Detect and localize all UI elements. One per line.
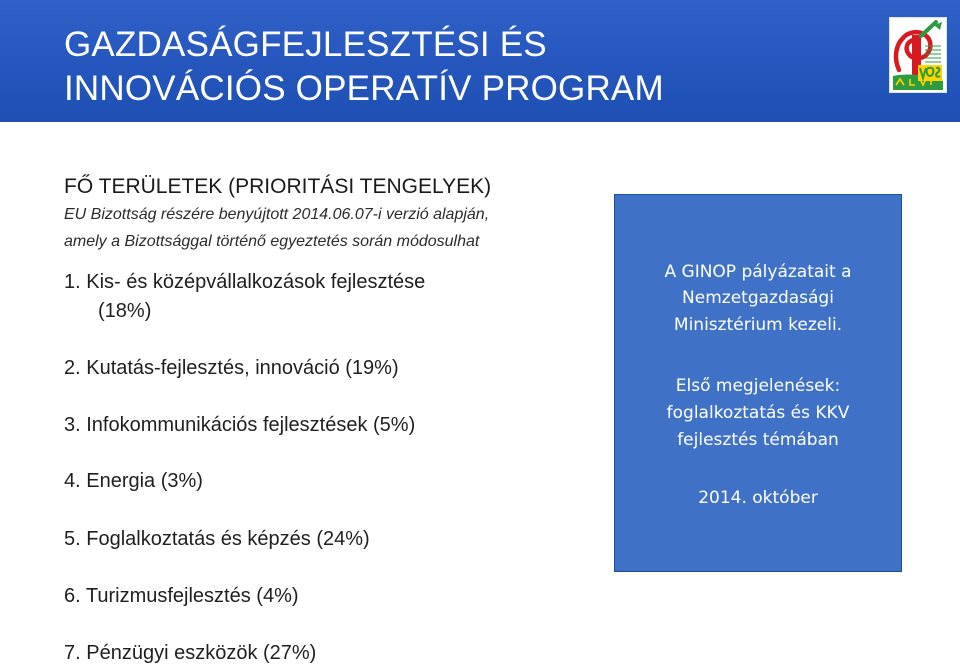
- release-date: 2014. október: [698, 488, 818, 508]
- priority-item-4: 4. Energia (3%): [64, 470, 203, 492]
- priority-item-1-line-1: 1. Kis- és középvállalkozások fejlesztése: [64, 271, 426, 293]
- priority-item-6: 6. Turizmusfejlesztés (4%): [64, 585, 299, 607]
- source-note-line-2: amely a Bizottsággal történő egyeztetés során módosulhat: [64, 233, 480, 250]
- first-releases-line-2: foglalkoztatás és KKV: [666, 403, 850, 423]
- priority-item-5: 5. Foglalkoztatás és képzés (24%): [64, 528, 370, 550]
- priority-item-3: 3. Infokommunikációs fejlesztések (5%): [64, 414, 416, 436]
- priority-item-1-line-2: (18%): [98, 300, 152, 322]
- first-releases-line-3: fejlesztés témában: [677, 430, 839, 450]
- organization-logo: [890, 18, 946, 92]
- source-note-line-1: EU Bizottság részére benyújtott 2014.06.07-i verzió alapján,: [64, 206, 490, 223]
- page-title-line-1: GAZDASÁGFEJLESZTÉSI ÉS: [64, 25, 547, 64]
- page-title-line-2: INNOVÁCIÓS OPERATÍV PROGRAM: [64, 69, 664, 108]
- ginop-info-line-3: Minisztérium kezeli.: [673, 315, 843, 335]
- priority-item-2: 2. Kutatás-fejlesztés, innováció (19%): [64, 357, 399, 379]
- ginop-info-line-2: Nemzetgazdasági: [682, 288, 834, 308]
- title-banner: [0, 0, 960, 122]
- priority-item-7: 7. Pénzügyi eszközök (27%): [64, 642, 317, 664]
- ginop-info-box: [614, 194, 902, 572]
- ginop-info-line-1: A GINOP pályázatait a: [664, 262, 852, 282]
- section-title: FŐ TERÜLETEK (PRIORITÁSI TENGELYEK): [64, 175, 492, 198]
- first-releases-line-1: Első megjelenések:: [675, 376, 841, 396]
